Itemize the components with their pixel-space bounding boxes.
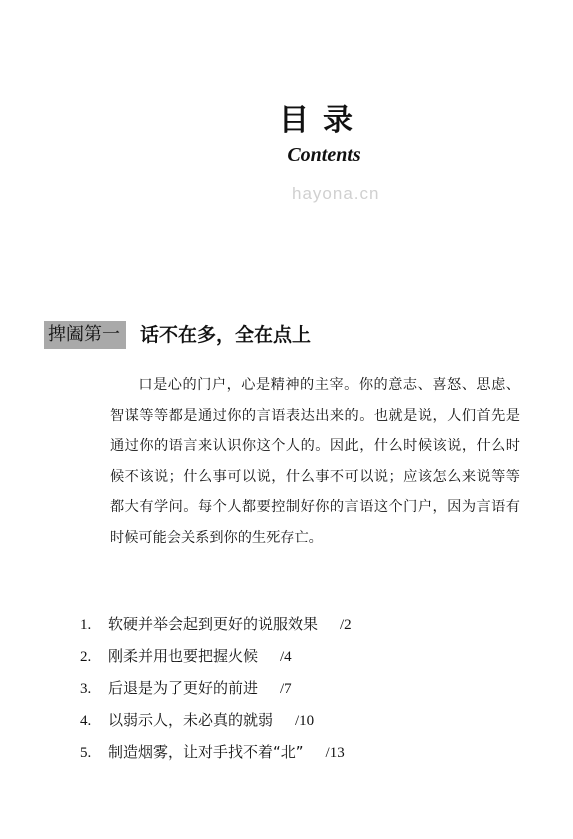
toc-entry[interactable] (80, 608, 352, 640)
chapter-title: 话不在多，全在点上 (140, 324, 312, 346)
toc-entry-number: 5. (80, 745, 92, 761)
toc-entry[interactable] (80, 640, 352, 672)
chapter-intro: 口是心的门户，心是精神的主宰。你的意志、喜怒、思虑、智谋等等都是通过你的言语表达出来的。也就是说，人们首先是通过你的语言来认识你这个人的。因此，什么时候该说，什么时候不该说；什么事可以说，什么事不可以说；应该怎么来说等等都大有学问。每个人都要控制好你的言语这个门户，因为言语有时候可能会关系到你的生死存亡。 (110, 377, 520, 546)
toc-entry[interactable] (80, 736, 352, 768)
watermark: hayona.cn (292, 184, 380, 203)
toc-entry-title: 以弱示人，未必真的就弱 (108, 711, 274, 729)
toc-entry-page: /4 (280, 649, 292, 665)
toc-entry-title: 软硬并举会起到更好的说服效果 (108, 615, 319, 633)
toc-entry[interactable] (80, 672, 352, 704)
toc-entry-title: 刚柔并用也要把握火候 (108, 647, 259, 665)
toc-entry-title: 后退是为了更好的前进 (108, 679, 259, 697)
chapter-header (44, 321, 311, 349)
chapter-tag: 捭阖第一 (44, 321, 126, 349)
toc-entry-page: /13 (325, 745, 345, 761)
toc-entry-title: 制造烟雾，让对手找不着“北” (108, 743, 304, 761)
toc-entry-number: 3. (80, 681, 92, 697)
toc-entry-number: 4. (80, 713, 92, 729)
toc-entry-page: /7 (280, 681, 292, 697)
toc-entry-page: /2 (340, 617, 352, 633)
toc-list (80, 608, 352, 768)
toc-entry-number: 1. (80, 617, 92, 633)
page-title: 目录 (279, 103, 367, 138)
toc-entry-number: 2. (80, 649, 92, 665)
page-subtitle: Contents (287, 144, 361, 166)
toc-entry[interactable] (80, 704, 352, 736)
toc-entry-page: /10 (295, 713, 315, 729)
